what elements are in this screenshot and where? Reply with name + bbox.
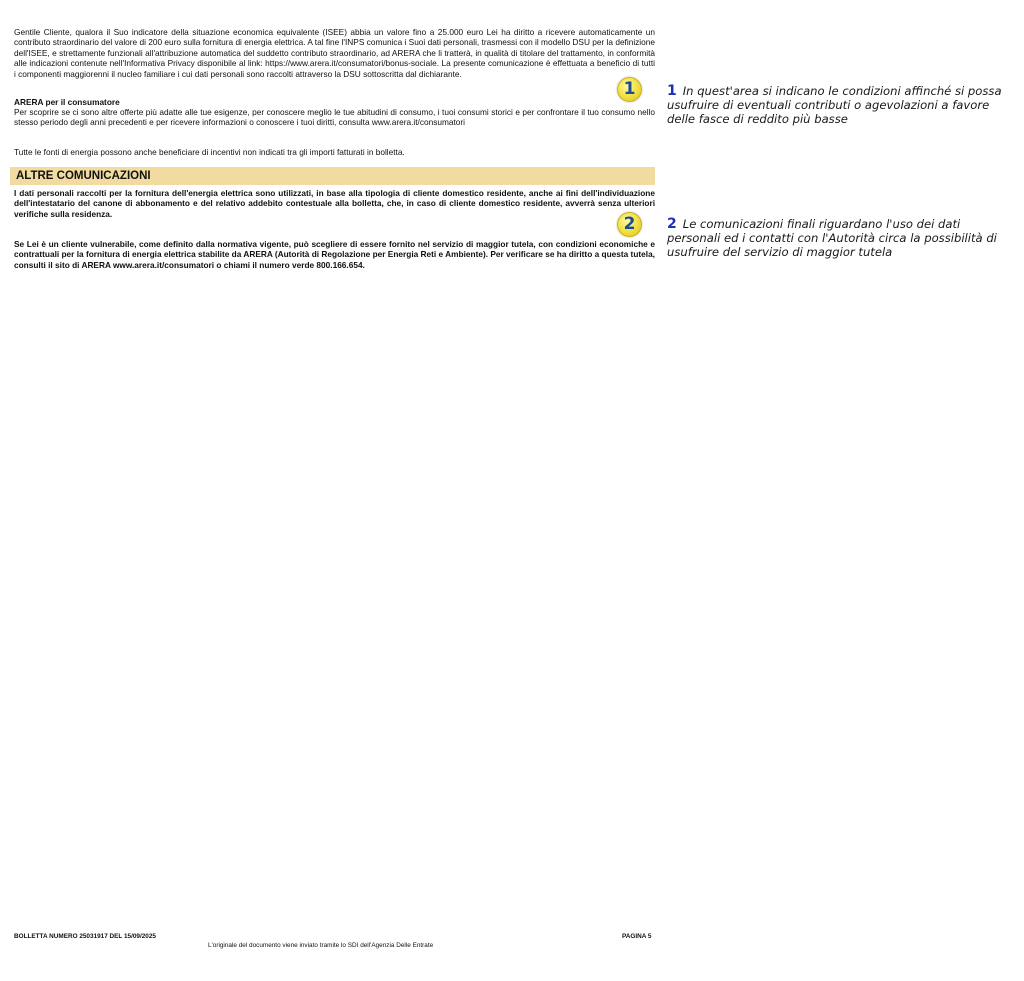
isee-bonus-paragraph: Gentile Cliente, qualora il Suo indicatore della situazione economica equivalente (ISEE) abbia un valore fino a 25.000 euro Lei ha diritto a ricevere automaticamente un contributo straordinario del valore di 200 euro sulla fornitura di energia elettrica. A tal fine l'INPS comunica i Suoi dati personali, trasmessi con il modello DSU per la definizione dell'ISEE, e strettamente funzionali all'attribuzione automatica del suddetto contributo straordinario, ad ARERA che li tratterà, in qualità di titolare del trattamento, in conformità alle indicazioni contenute nell'Informativa Privacy disponibile al link: https://www.arera.it/consumatori/bonus-sociale. La presente comunicazione è effettuata a beneficio di tutti i componenti maggiorenni il nucleo familiare i cui dati personali sono raccolti attraverso la DSU sottoscritta dal dichiarante.	[14, 27, 655, 79]
vulnerable-customer-paragraph: Se Lei è un cliente vulnerabile, come definito dalla normativa vigente, può scegliere di essere fornito nel servizio di maggior tutela, con condizioni economiche e contrattuali per la fornitura di energia elettrica stabilite da ARERA (Autorità di Regolazione per Energia Reti e Ambiente). Per verificare se ha diritto a questa tutela, consulti il sito di ARERA www.arera.it/consumatori o chiami il numero verde 800.166.654.	[14, 239, 655, 270]
footer-sdi-note: L'originale del documento viene inviato tramite lo SDI dell'Agenzia Delle Entrate	[208, 942, 434, 949]
personal-data-paragraph: I dati personali raccolti per la fornitura dell'energia elettrica sono utilizzati, in base alla tipologia di cliente domestico residente, anche ai fini dell'individuazione dell'intestatario del canone di abbonamento e del relativo addebito contestuale alla bolletta, che, in caso di cliente domestico residente, avverrà senza ulteriori verifiche sulla residenza.	[14, 188, 655, 219]
annotation-2-text: Le comunicazioni finali riguardano l'uso dei dati personali ed i contatti con l'Autorità circa la possibilità di usufruire del servizio di maggior tutela	[667, 217, 997, 259]
annotation-1-number: 1	[667, 83, 677, 99]
annotation-1-text: In quest'area si indicano le condizioni affinché si possa usufruire di eventuali contributi o agevolazioni a favore delle fasce di reddito più basse	[667, 84, 1002, 126]
annotation-1	[667, 84, 1017, 126]
annotation-2	[667, 217, 1017, 259]
footer-bill-number: BOLLETTA NUMERO 25031917 DEL 15/09/2025	[14, 933, 156, 940]
incentives-paragraph: Tutte le fonti di energia possono anche beneficiare di incentivi non indicati tra gli importi fatturati in bolletta.	[14, 147, 405, 157]
marker-2-icon: 2	[617, 212, 642, 237]
annotation-2-number: 2	[667, 216, 677, 232]
footer-page-number: PAGINA 5	[622, 933, 652, 940]
section-header-altre-comunicazioni: ALTRE COMUNICAZIONI	[10, 167, 655, 185]
marker-1-icon: 1	[617, 77, 642, 102]
arera-consumer-heading: ARERA per il consumatore	[14, 97, 120, 107]
arera-consumer-paragraph: Per scoprire se ci sono altre offerte più adatte alle tue esigenze, per conoscere meglio le tue abitudini di consumo, i tuoi consumi storici e per confrontare il tuo consumo nello stesso periodo degli anni precedenti e per ricevere informazioni o conoscere i tuoi diritti, consulta www.arera.it/consumatori	[14, 107, 655, 128]
